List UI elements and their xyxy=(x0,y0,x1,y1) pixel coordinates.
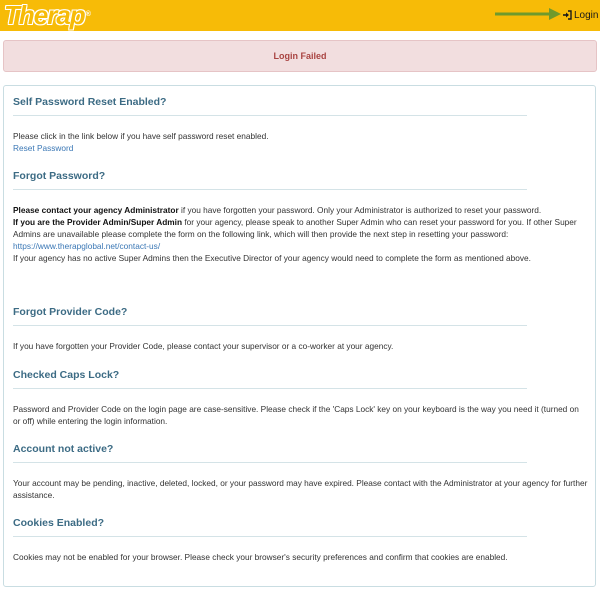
section-forgot-password xyxy=(13,169,588,264)
top-bar xyxy=(0,0,600,31)
reset-password-link[interactable]: Reset Password xyxy=(13,143,74,153)
section-text: Password and Provider Code on the login page are case-sensitive. Please check if the 'Caps Lock' key on your keyboard is the way you need it (turned on or off) while entering the login information. xyxy=(13,404,579,426)
section-title: Forgot Provider Code? xyxy=(13,306,128,318)
login-link[interactable] xyxy=(562,8,598,22)
sign-in-icon xyxy=(562,10,572,20)
section-caps-lock xyxy=(13,368,588,427)
divider xyxy=(13,325,527,326)
section-body xyxy=(13,130,588,154)
section-body xyxy=(13,403,588,427)
logo-registered-mark: ® xyxy=(85,11,91,18)
section-text: Cookies may not be enabled for your browser. Please check your browser's security preferences and confirm that cookies are enabled. xyxy=(13,552,508,562)
alert-message: Login Failed xyxy=(273,51,327,61)
contact-admin-text xyxy=(13,204,588,216)
login-label: Login xyxy=(574,9,599,21)
divider xyxy=(13,189,527,190)
section-text: Your account may be pending, inactive, deleted, locked, or your password may have expired. Please contact with the Administrator at your agency for further assistance. xyxy=(13,478,588,500)
section-body xyxy=(13,340,588,352)
section-account-not-active xyxy=(13,442,588,501)
section-self-password-reset xyxy=(13,95,588,154)
bold-text: If you are the Provider Admin/Super Admin xyxy=(13,217,183,227)
section-title: Cookies Enabled? xyxy=(13,517,105,529)
therap-logo[interactable] xyxy=(4,2,91,28)
divider xyxy=(13,536,527,537)
section-forgot-provider-code xyxy=(13,305,588,352)
section-title: Forgot Password? xyxy=(13,170,106,182)
logo-text: Therap xyxy=(4,0,85,30)
section-body xyxy=(13,204,588,264)
section-cookies-enabled xyxy=(13,516,588,563)
section-text: If you have forgotten your Provider Code, please contact your supervisor or a co-worker at your agency. xyxy=(13,341,394,351)
section-body xyxy=(13,551,588,563)
executive-director-text: If your agency has no active Super Admins then the Executive Director of your agency would need to complete the form as mentioned above. xyxy=(13,253,531,263)
bold-text: Please contact your agency Administrator xyxy=(13,205,179,215)
contact-us-link[interactable]: https://www.therapglobal.net/contact-us/ xyxy=(13,241,161,251)
plain-text: for your agency, please speak to another Super Admin who can reset your password for you. If other Super Admins are unavailable please complete the form on the following link, which will then provide the next step in resetting your password: xyxy=(13,217,577,239)
login-failed-alert xyxy=(3,40,597,72)
section-body xyxy=(13,477,588,501)
divider xyxy=(13,462,527,463)
super-admin-text xyxy=(13,216,588,240)
section-text: Please click in the link below if you have self password reset enabled. xyxy=(13,131,269,141)
divider xyxy=(13,115,527,116)
section-title: Self Password Reset Enabled? xyxy=(13,96,167,108)
divider xyxy=(13,388,527,389)
section-title: Account not active? xyxy=(13,443,114,455)
help-panel xyxy=(3,85,596,587)
arrow-right-icon xyxy=(495,8,561,20)
section-title: Checked Caps Lock? xyxy=(13,369,120,381)
plain-text: if you have forgotten your password. Only your Administrator is authorized to reset your password. xyxy=(178,205,542,215)
